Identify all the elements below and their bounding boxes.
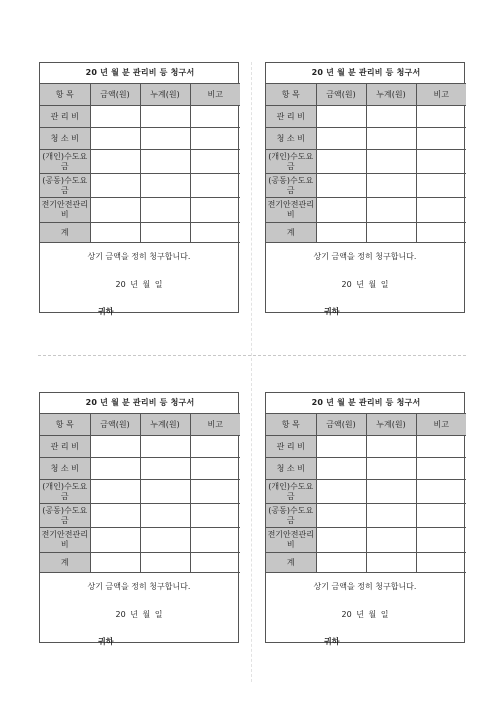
remarks-cell[interactable] xyxy=(416,458,466,480)
form-footer xyxy=(40,243,238,315)
table-row xyxy=(40,553,240,573)
remarks-cell[interactable] xyxy=(416,436,466,458)
amount-cell[interactable] xyxy=(316,528,366,553)
header-item: 항 목 xyxy=(40,414,90,436)
amount-cell[interactable] xyxy=(90,106,140,128)
header-row xyxy=(266,84,466,106)
row-label-cleaning-fee: 청 소 비 xyxy=(40,128,90,150)
row-label-cleaning-fee: 청 소 비 xyxy=(266,458,316,480)
amount-cell[interactable] xyxy=(316,198,366,223)
invoice-table xyxy=(40,63,240,243)
row-label-electrical-safety: 전기안전관리비 xyxy=(266,198,316,223)
row-label-shared-water: (공동)수도요금 xyxy=(40,174,90,198)
table-row xyxy=(266,436,466,458)
amount-cell[interactable] xyxy=(90,150,140,174)
remarks-cell[interactable] xyxy=(190,480,240,504)
amount-cell[interactable] xyxy=(316,106,366,128)
row-label-personal-water: (개인)수도요금 xyxy=(40,480,90,504)
amount-cell[interactable] xyxy=(316,223,366,243)
header-item: 항 목 xyxy=(266,84,316,106)
remarks-cell[interactable] xyxy=(416,106,466,128)
amount-cell[interactable] xyxy=(316,504,366,528)
cumulative-cell[interactable] xyxy=(140,128,190,150)
remarks-cell[interactable] xyxy=(190,458,240,480)
amount-cell[interactable] xyxy=(90,223,140,243)
amount-cell[interactable] xyxy=(90,458,140,480)
header-cumulative: 누계(원) xyxy=(366,414,416,436)
amount-cell[interactable] xyxy=(90,528,140,553)
row-label-shared-water: (공동)수도요금 xyxy=(266,504,316,528)
table-row xyxy=(266,106,466,128)
amount-cell[interactable] xyxy=(316,458,366,480)
amount-cell[interactable] xyxy=(316,480,366,504)
header-remarks: 비고 xyxy=(190,414,240,436)
row-label-electrical-safety: 전기안전관리비 xyxy=(266,528,316,553)
billing-statement: 상기 금액을 정히 청구합니다. xyxy=(87,252,191,261)
cumulative-cell[interactable] xyxy=(140,106,190,128)
remarks-cell[interactable] xyxy=(416,553,466,573)
remarks-cell[interactable] xyxy=(416,198,466,223)
invoice-form-top-left xyxy=(39,62,239,316)
table-row xyxy=(40,528,240,553)
amount-cell[interactable] xyxy=(90,174,140,198)
table-row xyxy=(266,504,466,528)
table-row xyxy=(266,223,466,243)
form-title: 20 년 월 분 관리비 등 청구서 xyxy=(40,63,240,84)
form-footer xyxy=(266,573,464,645)
table-row xyxy=(40,504,240,528)
remarks-cell[interactable] xyxy=(190,528,240,553)
table-row xyxy=(266,198,466,223)
invoice-table xyxy=(266,393,466,573)
row-label-personal-water: (개인)수도요금 xyxy=(266,480,316,504)
remarks-cell[interactable] xyxy=(416,223,466,243)
cumulative-cell[interactable] xyxy=(366,504,416,528)
invoice-form-top-right xyxy=(265,62,465,316)
cumulative-cell[interactable] xyxy=(366,106,416,128)
cumulative-cell[interactable] xyxy=(140,223,190,243)
amount-cell[interactable] xyxy=(316,150,366,174)
billing-statement: 상기 금액을 정히 청구합니다. xyxy=(87,582,191,591)
row-label-total: 계 xyxy=(266,223,316,243)
cumulative-cell[interactable] xyxy=(140,436,190,458)
header-row xyxy=(266,414,466,436)
header-item: 항 목 xyxy=(40,84,90,106)
amount-cell[interactable] xyxy=(90,480,140,504)
table-row xyxy=(40,128,240,150)
header-amount: 금액(원) xyxy=(316,84,366,106)
remarks-cell[interactable] xyxy=(416,150,466,174)
remarks-cell[interactable] xyxy=(190,436,240,458)
cumulative-cell[interactable] xyxy=(140,458,190,480)
row-label-shared-water: (공동)수도요금 xyxy=(266,174,316,198)
header-remarks: 비고 xyxy=(416,414,466,436)
remarks-cell[interactable] xyxy=(416,174,466,198)
cut-line-horizontal xyxy=(38,355,466,356)
date-line: 20 년 월 일 xyxy=(341,610,389,619)
row-label-management-fee: 관 리 비 xyxy=(40,436,90,458)
remarks-cell[interactable] xyxy=(190,504,240,528)
remarks-cell[interactable] xyxy=(416,480,466,504)
table-row xyxy=(40,458,240,480)
header-amount: 금액(원) xyxy=(90,414,140,436)
cumulative-cell[interactable] xyxy=(140,174,190,198)
cumulative-cell[interactable] xyxy=(140,198,190,223)
cumulative-cell[interactable] xyxy=(366,436,416,458)
table-row xyxy=(40,223,240,243)
cumulative-cell[interactable] xyxy=(140,480,190,504)
row-label-management-fee: 관 리 비 xyxy=(40,106,90,128)
row-label-management-fee: 관 리 비 xyxy=(266,106,316,128)
cumulative-cell[interactable] xyxy=(140,150,190,174)
amount-cell[interactable] xyxy=(316,553,366,573)
date-line: 20 년 월 일 xyxy=(115,280,163,289)
row-label-personal-water: (개인)수도요금 xyxy=(266,150,316,174)
header-amount: 금액(원) xyxy=(90,84,140,106)
table-row xyxy=(266,480,466,504)
row-label-electrical-safety: 전기안전관리비 xyxy=(40,528,90,553)
cumulative-cell[interactable] xyxy=(366,553,416,573)
remarks-cell[interactable] xyxy=(190,223,240,243)
remarks-cell[interactable] xyxy=(416,128,466,150)
table-row xyxy=(40,198,240,223)
amount-cell[interactable] xyxy=(90,436,140,458)
row-label-total: 계 xyxy=(40,553,90,573)
remarks-cell[interactable] xyxy=(416,504,466,528)
form-title: 20 년 월 분 관리비 등 청구서 xyxy=(266,393,466,414)
row-label-total: 계 xyxy=(266,553,316,573)
remarks-cell[interactable] xyxy=(190,174,240,198)
row-label-cleaning-fee: 청 소 비 xyxy=(40,458,90,480)
row-label-electrical-safety: 전기안전관리비 xyxy=(40,198,90,223)
cumulative-cell[interactable] xyxy=(140,553,190,573)
table-row xyxy=(266,128,466,150)
amount-cell[interactable] xyxy=(90,198,140,223)
addressee-label: 귀하 xyxy=(98,637,114,646)
date-line: 20 년 월 일 xyxy=(341,280,389,289)
form-footer xyxy=(40,573,238,645)
table-row xyxy=(266,174,466,198)
remarks-cell[interactable] xyxy=(190,553,240,573)
table-row xyxy=(266,528,466,553)
form-title: 20 년 월 분 관리비 등 청구서 xyxy=(40,393,240,414)
amount-cell[interactable] xyxy=(90,504,140,528)
cumulative-cell[interactable] xyxy=(366,480,416,504)
amount-cell[interactable] xyxy=(316,436,366,458)
header-remarks: 비고 xyxy=(416,84,466,106)
header-amount: 금액(원) xyxy=(316,414,366,436)
row-label-total: 계 xyxy=(40,223,90,243)
cut-line-vertical xyxy=(251,62,252,682)
remarks-cell[interactable] xyxy=(190,150,240,174)
table-row xyxy=(40,174,240,198)
cumulative-cell[interactable] xyxy=(366,174,416,198)
row-label-shared-water: (공동)수도요금 xyxy=(40,504,90,528)
form-footer xyxy=(266,243,464,315)
amount-cell[interactable] xyxy=(90,128,140,150)
addressee-label: 귀하 xyxy=(324,307,340,316)
cumulative-cell[interactable] xyxy=(366,128,416,150)
addressee-label: 귀하 xyxy=(98,307,114,316)
cumulative-cell[interactable] xyxy=(366,198,416,223)
cumulative-cell[interactable] xyxy=(140,504,190,528)
table-row xyxy=(40,106,240,128)
table-row xyxy=(266,553,466,573)
invoice-table xyxy=(266,63,466,243)
cumulative-cell[interactable] xyxy=(140,528,190,553)
billing-statement: 상기 금액을 정히 청구합니다. xyxy=(313,252,417,261)
header-cumulative: 누계(원) xyxy=(140,414,190,436)
invoice-form-bottom-left xyxy=(39,392,239,646)
table-row xyxy=(40,436,240,458)
table-row xyxy=(40,480,240,504)
cumulative-cell[interactable] xyxy=(366,458,416,480)
header-remarks: 비고 xyxy=(190,84,240,106)
cumulative-cell[interactable] xyxy=(366,150,416,174)
header-row xyxy=(40,414,240,436)
remarks-cell[interactable] xyxy=(416,528,466,553)
header-item: 항 목 xyxy=(266,414,316,436)
header-cumulative: 누계(원) xyxy=(366,84,416,106)
table-row xyxy=(266,458,466,480)
remarks-cell[interactable] xyxy=(190,128,240,150)
amount-cell[interactable] xyxy=(316,128,366,150)
row-label-cleaning-fee: 청 소 비 xyxy=(266,128,316,150)
row-label-management-fee: 관 리 비 xyxy=(266,436,316,458)
header-cumulative: 누계(원) xyxy=(140,84,190,106)
header-row xyxy=(40,84,240,106)
table-row xyxy=(266,150,466,174)
row-label-personal-water: (개인)수도요금 xyxy=(40,150,90,174)
date-line: 20 년 월 일 xyxy=(115,610,163,619)
addressee-label: 귀하 xyxy=(324,637,340,646)
amount-cell[interactable] xyxy=(316,174,366,198)
cumulative-cell[interactable] xyxy=(366,528,416,553)
remarks-cell[interactable] xyxy=(190,198,240,223)
amount-cell[interactable] xyxy=(90,553,140,573)
table-row xyxy=(40,150,240,174)
invoice-form-bottom-right xyxy=(265,392,465,646)
cumulative-cell[interactable] xyxy=(366,223,416,243)
billing-statement: 상기 금액을 정히 청구합니다. xyxy=(313,582,417,591)
form-title: 20 년 월 분 관리비 등 청구서 xyxy=(266,63,466,84)
remarks-cell[interactable] xyxy=(190,106,240,128)
invoice-table xyxy=(40,393,240,573)
